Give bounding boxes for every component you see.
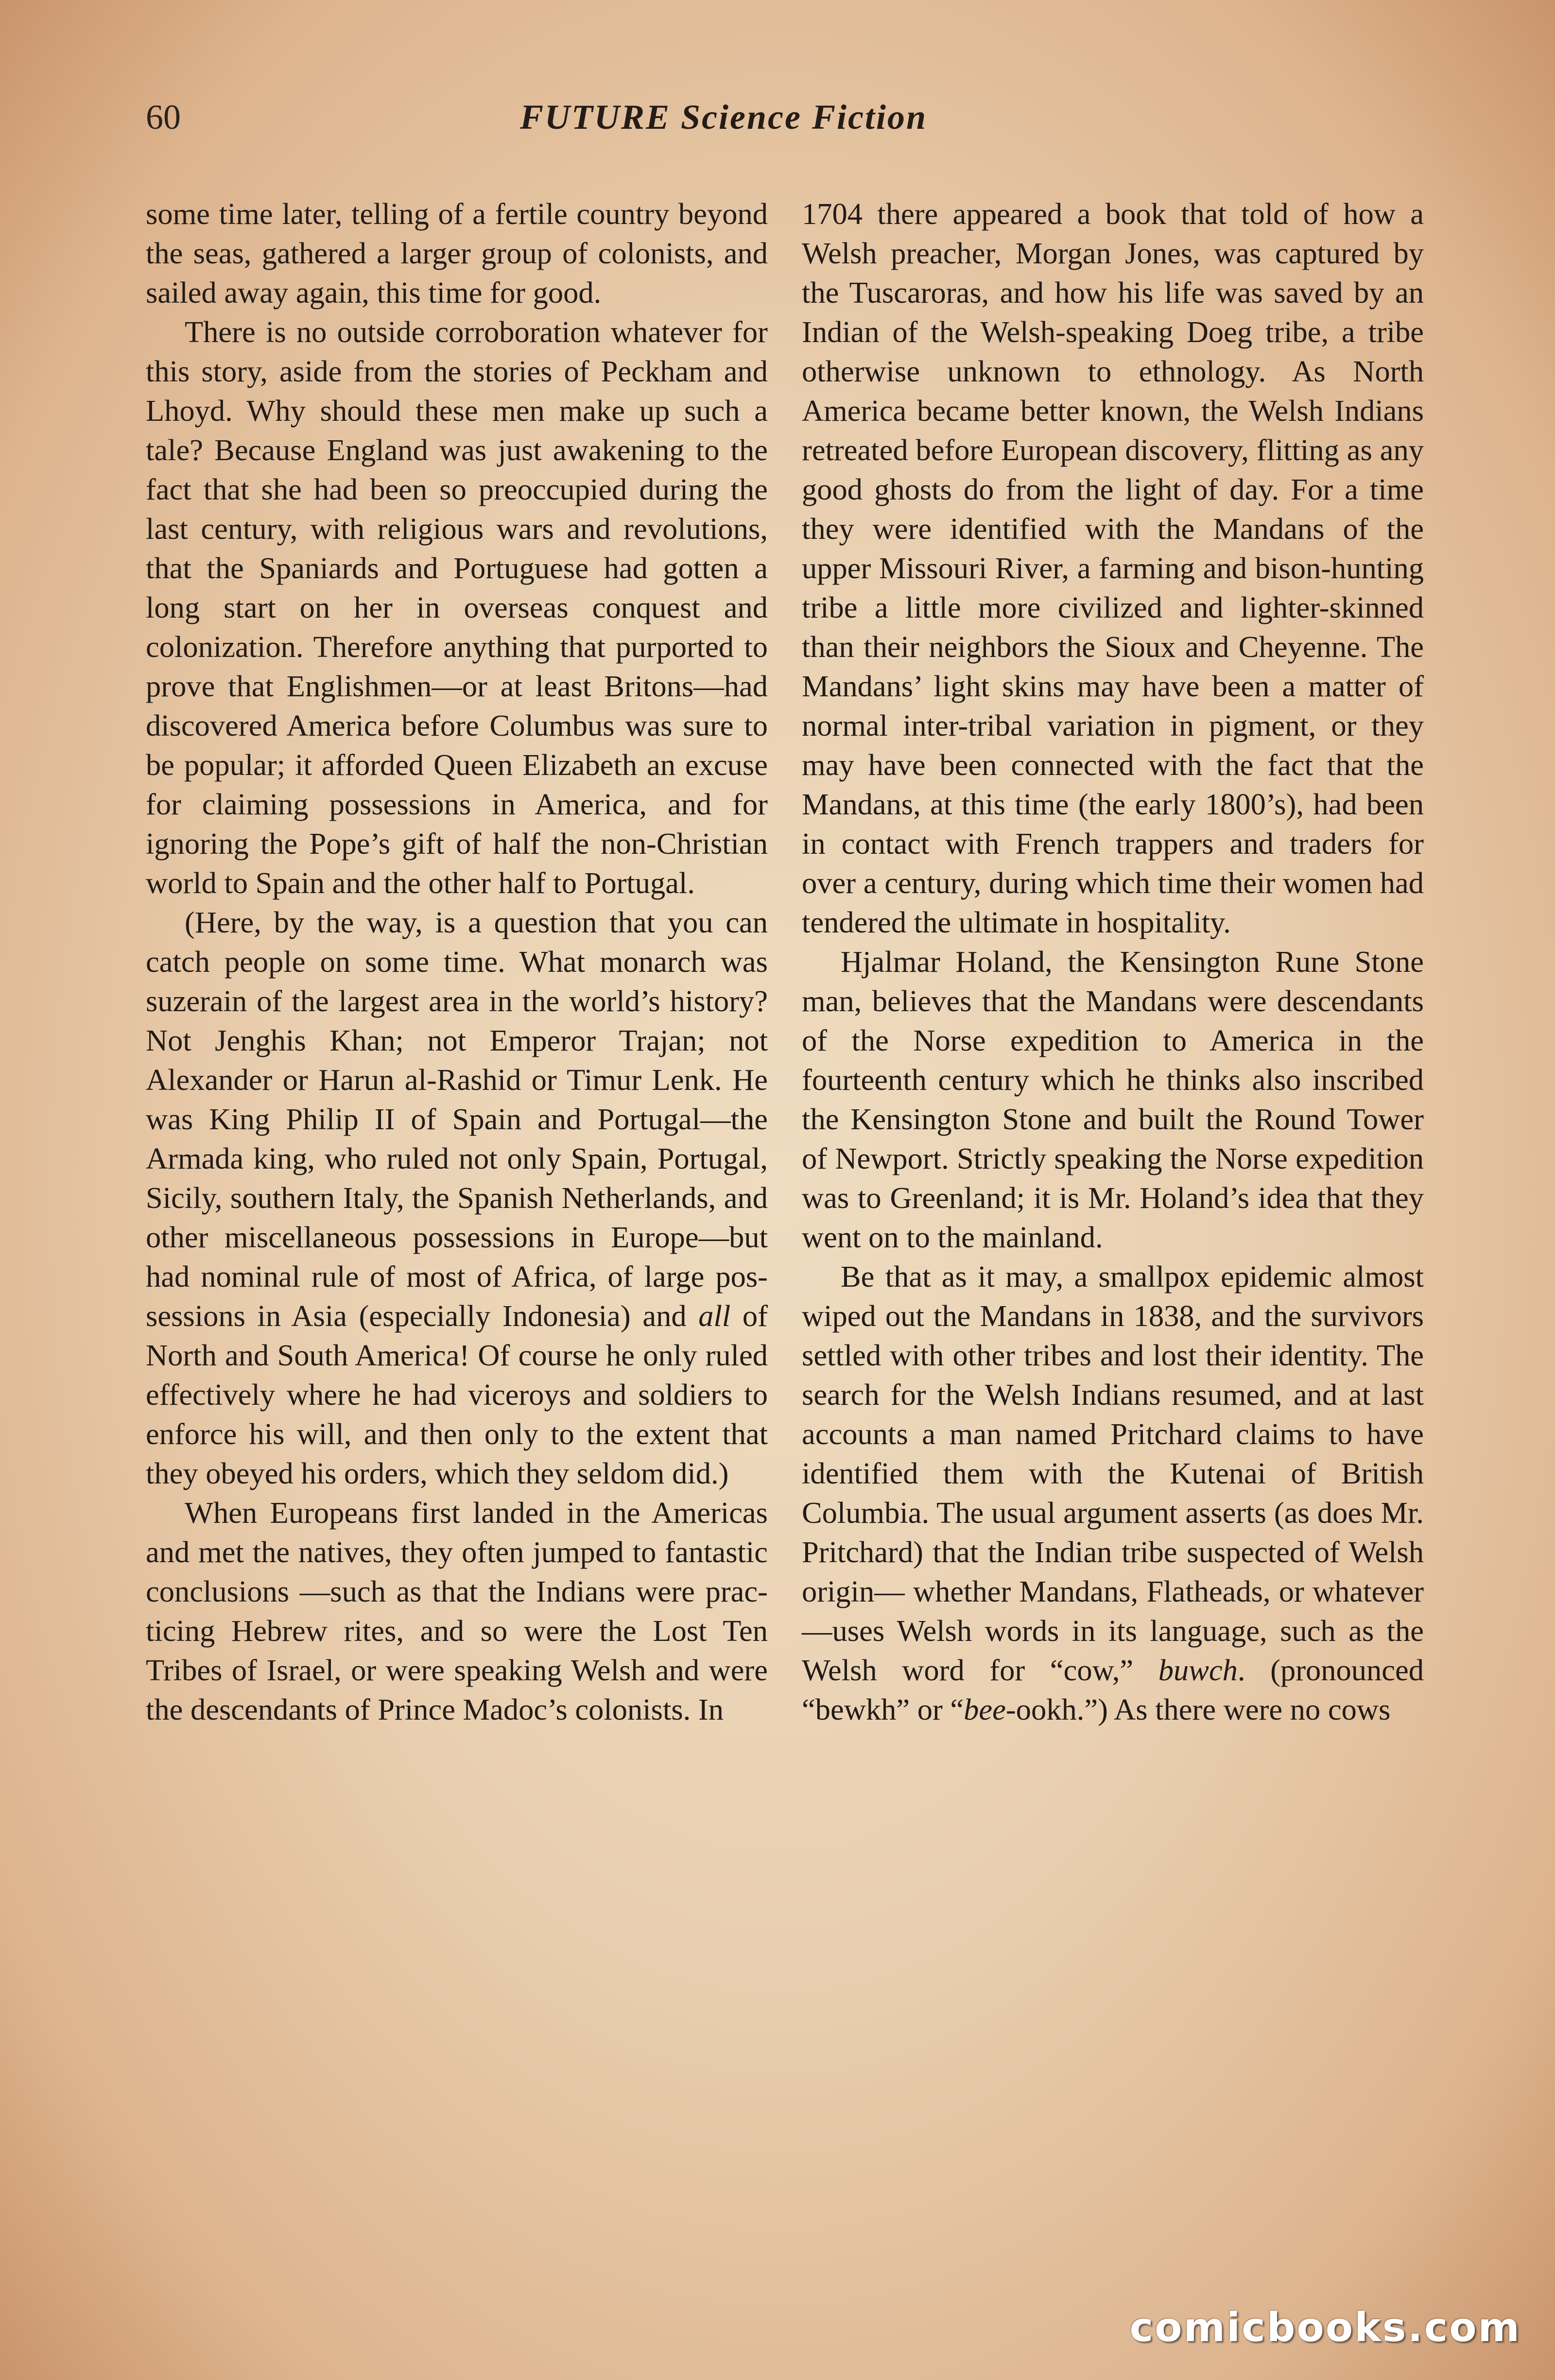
right-paragraph-3-text-a: Be that as it may, a smallpox epidemic almost wiped out the Mandans in 1838, and the survivors settled with other tribes and lost their identity. The search for the Welsh Indians resumed, and at last accounts a man named Pritchard claims to have identified them with the Kutenai of British Columbia. The usual argument asserts (as does Mr. Pritchard) that the Indian tribe suspected of Welsh origin— whether Mandans, Flatheads, or whatever—uses Welsh words in its language, such as the Welsh word for “cow,”	[802, 1259, 1424, 1687]
right-paragraph-1: 1704 there appeared a book that told of how a Welsh preacher, Morgan Jones, was captured by the Tuscaroras, and how his life was saved by an Indian of the Welsh-speaking Doeg tribe, a tribe otherwise unknown to ethnology. As North America became better known, the Welsh Indians retreated before European discovery, flitting as any good ghosts do from the light of day. For a time they were identified with the Mandans of the upper Missouri River, a farming and bison-hunting tribe a little more civilized and lighter-skinned than their neighbors the Sioux and Cheyenne. The Mandans’ light skins may have been a matter of normal inter-tribal variation in pigment, or they may have been connected with the fact that the Mandans, at this time (the early 1800’s), had been in contact with French trappers and traders for over a century, during which time their women had tendered the ultimate in hospitality.	[802, 197, 1424, 939]
left-paragraph-1: some time later, telling of a fertile country beyond the seas, gathered a larger group of colonists, and sailed away again, this time for good.	[146, 197, 768, 310]
right-paragraph-3-emphasis-2: bee	[964, 1692, 1006, 1726]
running-head: FUTURE Science Fiction	[520, 98, 927, 137]
left-paragraph-3-text-a: (Here, by the way, is a question that you can catch people on some time. What monarch was suzerain of the largest area in the world’s history? Not Jenghis Khan; not Emperor Trajan; not Alexander or Harun al-Rashid or Timur Lenk. He was King Philip II of Spain and Portugal—the Armada king, who ruled not only Spain, Portugal, Sicily, southern Italy, the Spanish Netherlands, and other miscellaneous possessions in Europe—but had nominal rule of most of Africa, of large possessions in Asia (especially Indonesia) and	[146, 905, 768, 1333]
right-column	[802, 194, 1424, 1729]
page-number: 60	[146, 98, 181, 137]
right-paragraph-3-emphasis-1: buwch	[1158, 1653, 1238, 1687]
left-column	[146, 194, 768, 1729]
left-paragraph-2: There is no outside corroboration whatever for this story, aside from the stories of Peckham and Lhoyd. Why should these men make up such a tale? Because England was just awakening to the fact that she had been so preoccupied during the last century, with religious wars and revolutions, that the Spaniards and Portuguese had gotten a long start on her in overseas conquest and colonization. Therefore anything that purported to prove that Englishmen—or at least Britons—had discovered America before Columbus was sure to be popular; it afforded Queen Elizabeth an excuse for claiming possessions in America, and for ignoring the Pope’s gift of half the non-Christian world to Spain and the other half to Portugal.	[146, 315, 768, 900]
right-paragraph-3-text-b: . (pronounced “bewkh” or “	[802, 1653, 1424, 1726]
left-paragraph-3-text-b: of North and South America! Of course he only ruled effectively where he had viceroys and soldiers to enforce his will, and then only to the extent that they obeyed his orders, which they seldom did.)	[146, 1299, 768, 1490]
right-paragraph-2: Hjalmar Holand, the Kensington Rune Stone man, believes that the Mandans were descendants of the Norse expedition to America in the fourteenth century which he thinks also inscribed the Kensington Stone and built the Round Tower of Newport. Strictly speaking the Norse expedition was to Greenland; it is Mr. Holand’s idea that they went on to the mainland.	[802, 945, 1424, 1254]
left-paragraph-3-emphasis: all	[698, 1299, 731, 1333]
site-watermark: comicbooks.com	[1129, 2305, 1521, 2351]
right-paragraph-3-text-c: -ookh.”) As there were no cows	[1005, 1692, 1391, 1726]
left-paragraph-3	[146, 903, 768, 1493]
right-paragraph-3	[802, 1257, 1424, 1729]
left-paragraph-4: When Europeans first landed in the Americas and met the natives, they often jumped to fantastic conclusions —such as that the Indians were practicing Hebrew rites, and so were the Lost Ten Tribes of Israel, or were speaking Welsh and were the descendants of Prince Madoc’s colonists. In	[146, 1496, 768, 1726]
